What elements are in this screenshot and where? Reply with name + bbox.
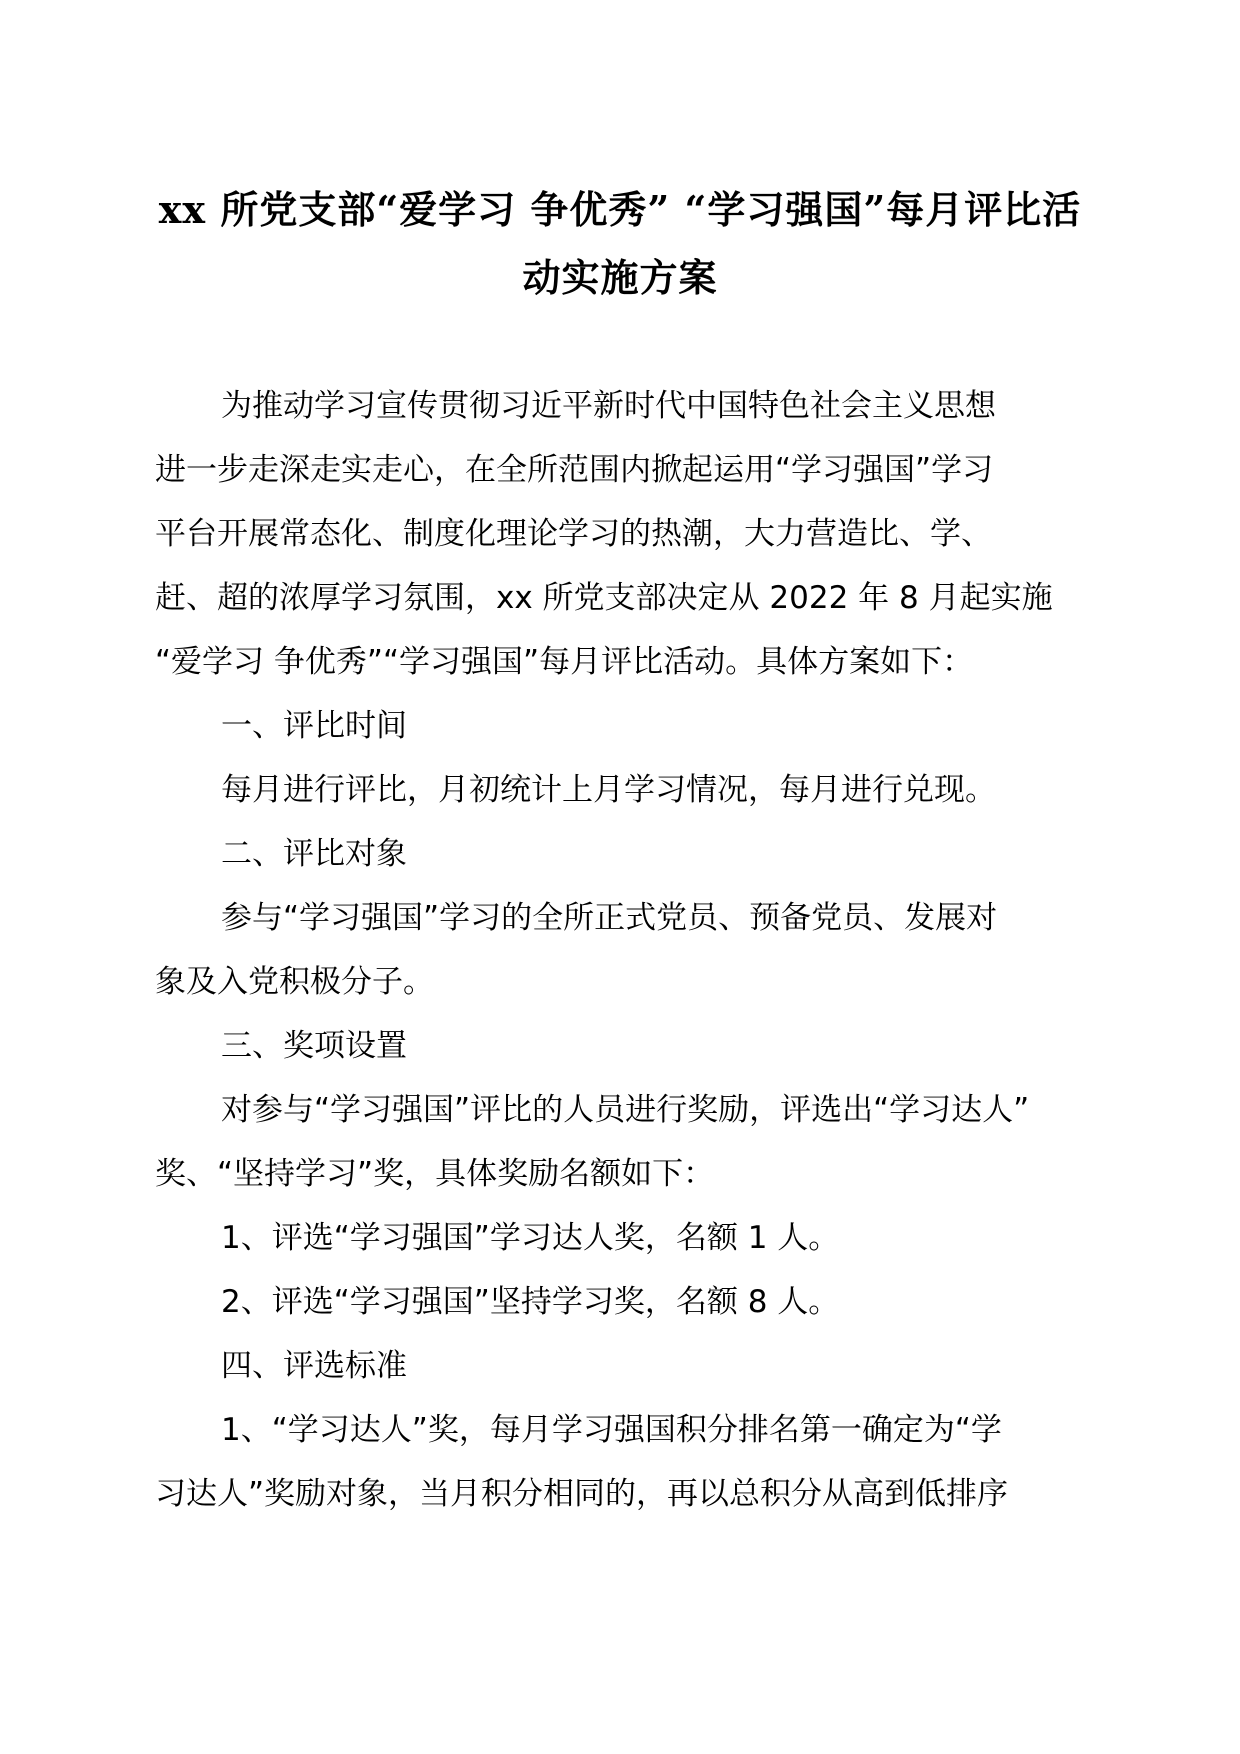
title-line-2: 动实施方案 [522, 255, 718, 300]
intro-line-5: “爱学习 争优秀”“学习强国”每月评比活动。具体方案如下： [155, 644, 974, 680]
section-2-line-2: 象及入党积极分子。 [155, 964, 434, 1000]
intro-line-3: 平台开展常态化、制度化理论学习的热潮，大力营造比、学、 [155, 516, 992, 552]
section-4-heading: 四、评选标准 [221, 1348, 407, 1384]
section-3-heading: 三、奖项设置 [221, 1028, 407, 1064]
document-title [150, 176, 1090, 312]
intro-line-2: 进一步走深走实走心，在全所范围内掀起运用“学习强国”学习 [155, 452, 994, 488]
section-1 [155, 694, 1085, 822]
section-3-line-1: 对参与“学习强国”评比的人员进行奖励，评选出“学习达人” [221, 1092, 1030, 1128]
section-4-line-2: 习达人”奖励对象，当月积分相同的，再以总积分从高到低排序 [155, 1476, 1009, 1512]
section-4-line-1: 1、“学习达人”奖，每月学习强国积分排名第一确定为“学 [221, 1412, 1002, 1448]
section-1-heading: 一、评比时间 [221, 708, 407, 744]
title-line-1: xx 所党支部“爱学习 争优秀” “学习强国”每月评比活 [158, 187, 1082, 232]
section-1-text: 每月进行评比，月初统计上月学习情况，每月进行兑现。 [221, 772, 996, 808]
section-2 [155, 822, 1085, 1014]
section-3-item-2: 2、评选“学习强国”坚持学习奖，名额 8 人。 [221, 1284, 840, 1320]
section-4 [155, 1334, 1085, 1526]
intro-paragraph [155, 374, 1085, 694]
intro-line-1: 为推动学习宣传贯彻习近平新时代中国特色社会主义思想 [221, 388, 996, 424]
section-2-line-1: 参与“学习强国”学习的全所正式党员、预备党员、发展对 [221, 900, 998, 936]
section-3-item-1: 1、评选“学习强国”学习达人奖，名额 1 人。 [221, 1220, 840, 1256]
section-3-line-2: 奖、“坚持学习”奖，具体奖励名额如下： [155, 1156, 715, 1192]
section-3 [155, 1014, 1085, 1334]
intro-line-4: 赶、超的浓厚学习氛围，xx 所党支部决定从 2022 年 8 月起实施 [155, 580, 1053, 616]
document-body [155, 374, 1085, 1526]
section-2-heading: 二、评比对象 [221, 836, 407, 872]
